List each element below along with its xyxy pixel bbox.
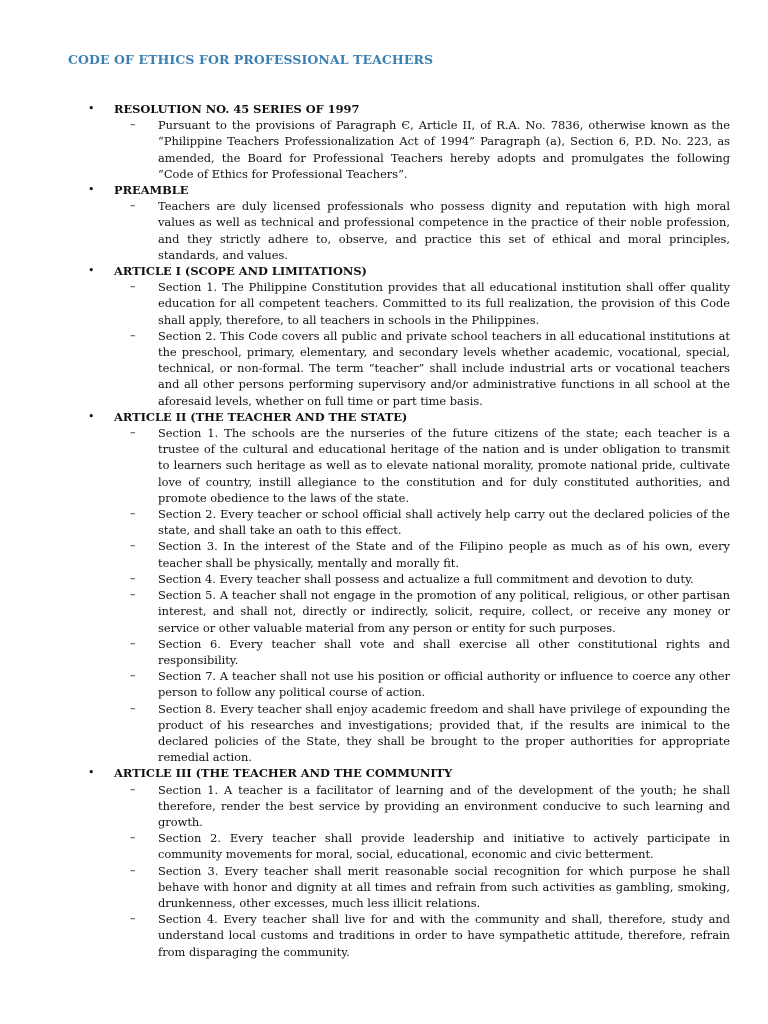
section [68,263,730,409]
dash-icon: – [130,199,136,213]
item-text: Section 1. A teacher is a facilitator of learning and of the development of the youth; he shall therefore, render the best service by providing an environment conducive to such learning and growth. [158,782,730,829]
list-item [114,782,730,831]
dash-icon: – [130,912,136,926]
dash-icon: – [130,831,136,845]
dash-icon: – [130,507,136,521]
section-heading: ARTICLE I (SCOPE AND LIMITATIONS) [114,264,367,279]
list-item [114,701,730,766]
bullet-icon: • [88,183,95,197]
list-item [114,863,730,912]
list-item [114,538,730,570]
dash-icon: – [130,539,136,553]
section-items [114,782,730,960]
item-text: Section 2. Every teacher or school official shall actively help carry out the declared policies of the state, and shall take an oath to this effect. [158,507,730,538]
item-text: Teachers are duly licensed professionals who possess dignity and reputation with high moral values as well as technical and professional competence in the practice of their noble profession, and they strictly adhere to, observe, and practice this set of ethical and moral principles, standards, and values. [158,199,730,262]
dash-icon: – [130,571,136,585]
item-text: Pursuant to the provisions of Paragraph Є, Article II, of R.A. No. 7836, otherwise known as the “Philippine Teachers Professionalization Act of 1994” Paragraph (a), Section 6, P.D. No. 223, as amended, the Board for Professional Teachers hereby adopts and promulgates the following “Code of Ethics for Professional Teachers”. [158,118,730,181]
section-heading: RESOLUTION NO. 45 SERIES OF 1997 [114,102,360,116]
dash-icon: – [130,118,136,132]
item-text: Section 3. In the interest of the State and of the Filipino people as much as of his own, every teacher shall be physically, mentally and morally fit. [158,539,730,570]
dash-icon: – [130,636,136,650]
list-item [114,279,730,328]
dash-icon: – [130,701,136,715]
list-item [114,117,730,182]
dash-icon: – [130,280,136,294]
list-item [114,198,730,263]
item-text: Section 1. The Philippine Constitution provides that all educational institution shall offer quality education for all competent teachers. Committed to its full realization, the provision of this Code shall apply, therefore, to all teachers in schools in the Philippines. [158,280,730,327]
list-item [114,571,730,587]
section [68,765,730,959]
item-text: Section 3. Every teacher shall merit reasonable social recognition for which purpose he shall behave with honor and dignity at all times and refrain from such activities as gambling, smoking, drunkenness, other excesses, much less illicit relations. [158,863,730,910]
bullet-icon: • [88,409,95,423]
section [68,101,730,182]
list-item [114,587,730,636]
section [68,409,730,765]
item-text: Section 8. Every teacher shall enjoy academic freedom and shall have privilege of expounding the product of his researches and investigations; provided that, if the results are inimical to the declared policies of the State, they shall be brought to the proper authorities for appropriate remedial action. [158,701,730,765]
bullet-icon: • [88,766,95,780]
list-item [114,830,730,862]
dash-icon: – [130,782,136,796]
list-item [114,636,730,668]
dash-icon: – [130,328,136,342]
list-item [114,668,730,700]
section-heading: PREAMBLE [114,183,189,198]
section-heading: ARTICLE III (THE TEACHER AND THE COMMUNITY [114,766,453,781]
bullet-icon: • [88,264,95,278]
item-text: Section 6. Every teacher shall vote and shall exercise all other constitutional rights and responsibility. [158,636,730,667]
section-list [68,101,730,960]
dash-icon: – [130,588,136,602]
item-text: Section 2. Every teacher shall provide leadership and initiative to actively participate in community movements for moral, social, educational, economic and civic betterment. [158,831,730,862]
list-item [114,328,730,409]
dash-icon: – [130,863,136,877]
item-text: Section 1. The schools are the nurseries of the future citizens of the state; each teacher is a trustee of the cultural and educational heritage of the nation and is under obligation to transmit to learners such heritage as well as to elevate national morality, promote national pride, cultivate love of country, instill allegiance to the constitution and for duly constituted authorities, and promote obedience to the laws of the state. [158,426,730,505]
item-text: Section 4. Every teacher shall possess and actualize a full commitment and devotion to duty. [158,571,694,586]
section-items [114,117,730,182]
dash-icon: – [130,669,136,683]
list-item [114,425,730,506]
dash-icon: – [130,426,136,440]
item-text: Section 2. This Code covers all public and private school teachers in all educational institutions at the preschool, primary, elementary, and secondary levels whether academic, vocational, special, technical, or non-formal. The term “teacher” shall include industrial arts or vocational teachers and all other persons performing supervisory and/or administrative functions in all school at the aforesaid levels, whether on full time or part time basis. [158,328,730,408]
bullet-icon: • [88,102,95,115]
section-items [114,279,730,409]
item-text: Section 4. Every teacher shall live for and with the community and shall, therefore, study and understand local customs and traditions in order to have sympathetic attitude, therefore, refrain from disparaging the community. [158,912,730,959]
section-items [114,425,730,765]
list-item [114,911,730,960]
list-item [114,506,730,538]
item-text: Section 7. A teacher shall not use his position or official authority or influence to coerce any other person to follow any political course of action. [158,669,730,700]
section [68,182,730,263]
document-title: CODE OF ETHICS FOR PROFESSIONAL TEACHERS [68,52,434,67]
item-text: Section 5. A teacher shall not engage in the promotion of any political, religious, or other partisan interest, and shall not, directly or indirectly, solicit, require, collect, or receive any money or service or other valuable material from any person or entity for such purposes. [158,588,730,635]
section-items [114,198,730,263]
section-heading: ARTICLE II (THE TEACHER AND THE STATE) [114,409,408,424]
